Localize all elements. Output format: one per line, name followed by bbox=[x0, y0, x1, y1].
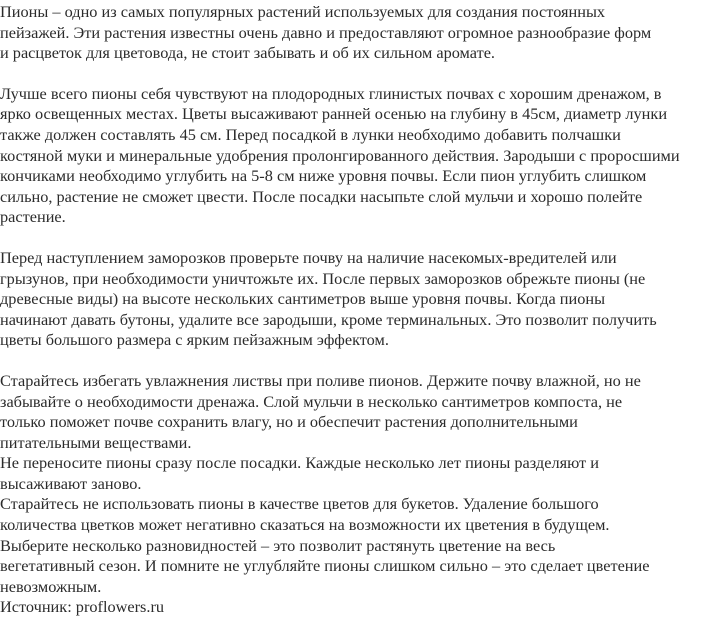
text-line: сильно, растение не сможет цвести. После посадки насыпьте слой мульчи и хорошо полейте bbox=[0, 186, 643, 206]
text-line: грызунов, при необходимости уничтожьте их. После первых заморозков обрежьте пионы (не bbox=[0, 268, 646, 288]
source-line: Источник: proflowers.ru bbox=[0, 597, 165, 617]
text-line: и расцветок для цветовода, не стоит забывать и об их сильном аромате. bbox=[0, 43, 495, 63]
paragraph-frost bbox=[0, 248, 720, 351]
text-line: питательными веществами. bbox=[0, 432, 192, 452]
text-line: костяной муки и минеральные удобрения пролонгированного действия. Зародыши с проросшими bbox=[0, 145, 680, 165]
paragraph-spacer bbox=[0, 228, 720, 248]
text-line: Лучше всего пионы себя чувствуют на плодородных глинистых почвах с хорошим дренажом, в bbox=[0, 83, 662, 103]
source-credit bbox=[0, 597, 720, 618]
paragraph-intro bbox=[0, 2, 720, 64]
text-line: пейзажей. Эти растения известны очень давно и предоставляют огромное разнообразие форм bbox=[0, 22, 652, 42]
paragraph-bouquets bbox=[0, 494, 720, 597]
paragraph-spacer bbox=[0, 351, 720, 371]
paragraph-watering bbox=[0, 371, 720, 453]
text-line: Не переносите пионы сразу после посадки. Каждые несколько лет пионы разделяют и bbox=[0, 453, 599, 473]
text-line: начинают давать бутоны, удалите все зародыши, кроме терминальных. Это позволит получить bbox=[0, 309, 657, 329]
text-line: невозможным. bbox=[0, 576, 102, 596]
text-line: также должен составлять 45 см. Перед посадкой в лунки необходимо добавить полчашки bbox=[0, 124, 621, 144]
text-line: высаживают заново. bbox=[0, 473, 142, 493]
text-line: ярко освещенных местах. Цветы высаживают ранней осенью на глубину в 45см, диаметр лунки bbox=[0, 104, 668, 124]
text-line: Выберите несколько разновидностей – это позволит растянуть цветение на весь bbox=[0, 535, 556, 555]
text-line: только поможет почве сохранить влагу, но и обеспечит растения дополнительными bbox=[0, 412, 578, 432]
text-line: Старайтесь не использовать пионы в качестве цветов для букетов. Удаление большого bbox=[0, 494, 599, 514]
text-line: Перед наступлением заморозков проверьте почву на наличие насекомых-вредителей или bbox=[0, 247, 617, 267]
text-line: Пионы – одно из самых популярных растений используемых для создания постоянных bbox=[0, 2, 606, 21]
paragraph-planting bbox=[0, 84, 720, 228]
paragraph-transplant bbox=[0, 453, 720, 494]
text-line: забывайте о необходимости дренажа. Слой мульчи в несколько сантиметров компоста, не bbox=[0, 391, 623, 411]
text-line: Старайтесь избегать увлажнения листвы при поливе пионов. Держите почву влажной, но не bbox=[0, 370, 641, 390]
text-line: цветы большого размера с ярким пейзажным эффектом. bbox=[0, 330, 389, 350]
text-line: кончиками необходимо углубить на 5-8 см ниже уровня почвы. Если пион углубить слишком bbox=[0, 166, 647, 186]
text-line: древесные виды) на высоте нескольких сантиметров выше уровня почвы. Когда пионы bbox=[0, 289, 606, 309]
text-line: вегетативный сезон. И помните не углубляйте пионы слишком сильно – это сделает цветение bbox=[0, 556, 650, 576]
text-line: растение. bbox=[0, 207, 66, 227]
text-line: количества цветков может негативно сказаться на возможности их цветения в будущем. bbox=[0, 515, 610, 535]
paragraph-spacer bbox=[0, 64, 720, 84]
